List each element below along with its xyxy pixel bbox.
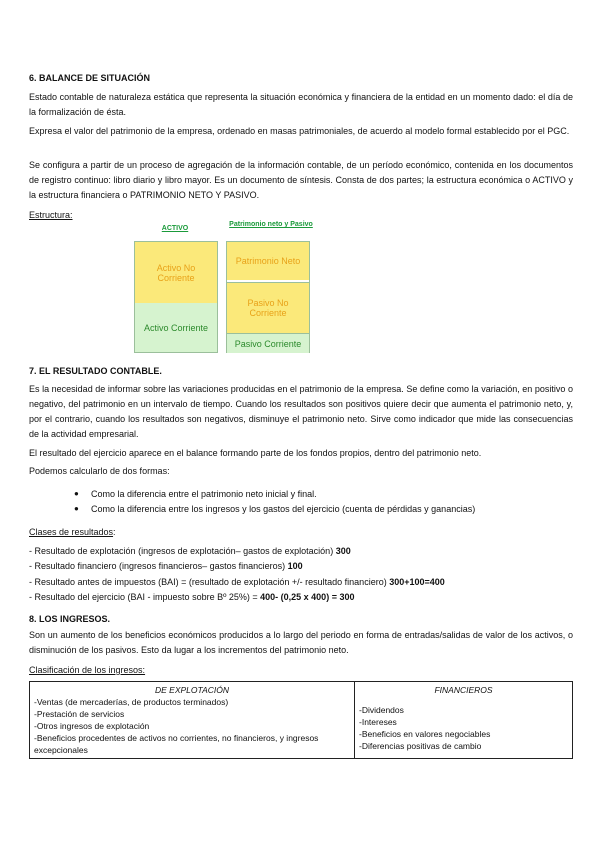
activo-corriente-text: Activo Corriente	[143, 322, 209, 333]
list-item: -Dividendos	[359, 705, 404, 715]
list-item: -Diferencias positivas de cambio	[359, 741, 482, 751]
section-7-p2: El resultado del ejercicio aparece en el balance formando parte de los fondos propios, dentro del patrimonio neto.	[29, 448, 482, 458]
activo-corriente-block	[135, 303, 217, 352]
list-item: -Prestación de servicios	[34, 709, 125, 719]
result-line	[29, 544, 351, 558]
pasivo-corriente-text: Pasivo Corriente	[234, 338, 302, 349]
list-item: -Beneficios en valores negociables	[359, 729, 491, 739]
pasivo-no-corriente-text: Pasivo No Corriente	[247, 298, 289, 318]
section-7-p3: Podemos calcularlo de dos formas:	[29, 466, 170, 476]
explotacion-cell	[30, 682, 355, 759]
section-6-title: 6. BALANCE DE SITUACIÓN	[29, 73, 151, 83]
bullet-item: ● Como la diferencia entre los ingresos y los gastos del ejercicio (cuenta de pérdidas y ganancias)	[91, 502, 475, 516]
bullet-item: ● Como la diferencia entre el patrimonio neto inicial y final.	[91, 487, 317, 501]
list-item: -Ventas (de mercaderías, de productos terminados)	[34, 697, 229, 707]
pasivo-no-corriente-block	[227, 282, 309, 333]
section-8-title: 8. LOS INGRESOS.	[29, 614, 111, 624]
activo-no-corriente-text: Activo No Corriente	[156, 262, 196, 283]
list-item: -Otros ingresos de explotación	[34, 721, 150, 731]
result-text: - Resultado financiero (ingresos financieros– gastos financieros)	[29, 561, 288, 571]
clasificacion-label: Clasificación de los ingresos:	[29, 665, 146, 675]
section-6-p2: Expresa el valor del patrimonio de la empresa, ordenado en masas patrimoniales, de acuerdo al modelo formal establecido por el PGC.	[29, 126, 570, 136]
clases-colon: :	[113, 527, 116, 537]
financieros-cell	[355, 682, 573, 759]
result-text: - Resultado antes de impuestos (BAI) = (resultado de explotación +/- resultado financiero)	[29, 577, 390, 587]
result-line	[29, 559, 303, 573]
pasivo-corriente-block	[227, 333, 309, 353]
result-value: 300+100=400	[389, 577, 445, 587]
pasivo-column	[226, 241, 310, 353]
pasivo-label: Patrimonio neto y Pasivo	[229, 221, 313, 228]
ingresos-table	[29, 681, 573, 759]
section-7-p1: Es la necesidad de informar sobre las variaciones producidas en el patrimonio de la empresa. Se define como la variación, en positivo o negativo, del patrimonio en un intervalo de tiempo. Cuando los resultados son positivos quiere decir que aumenta el patrimonio neto, y, por el contrario, cuando los resultados son negativos, disminuye el patrimonio neto. Sirve como indicador que mide las consecuencias de la actividad empresarial.	[29, 384, 573, 439]
section-7-title: 7. EL RESULTADO CONTABLE.	[29, 366, 162, 376]
section-8-p1: Son un aumento de los beneficios económicos producidos a lo largo del periodo en forma de entradas/salidas de valor de los activos, o disminución de los pasivos. Esto da lugar a los incrementos del patrimonio neto.	[29, 630, 573, 655]
result-value: 100	[287, 561, 303, 571]
result-line	[29, 590, 354, 604]
list-item: -Intereses	[359, 717, 397, 727]
result-value: 300	[335, 546, 351, 556]
financieros-header: FINANCIEROS	[434, 685, 493, 695]
result-line	[29, 575, 445, 589]
clases-heading	[29, 525, 116, 539]
section-6-p1: Estado contable de naturaleza estática que representa la situación económica y financiera de la entidad en un momento dado: el día de la formalización de ésta.	[29, 92, 573, 117]
patrimonio-neto-block	[227, 242, 309, 280]
patrimonio-neto-text: Patrimonio Neto	[235, 256, 301, 266]
result-value: 400- (0,25 x 400) = 300	[260, 592, 355, 602]
section-6-p3: Se configura a partir de un proceso de agregación de la información contable, de un período económico, contenida en los documentos de registro continuo: libro diario y libro mayor. Es un documento de síntesis. Consta de dos partes; la estructura económica o ACTIVO y la estructura financiera o PATRIMONIO NETO Y PASIVO.	[29, 160, 573, 200]
activo-column	[134, 241, 218, 353]
activo-label: ACTIVO	[161, 225, 189, 232]
result-text: - Resultado del ejercicio (BAI - impuesto sobre Bº 25%) =	[29, 592, 261, 602]
activo-no-corriente-block	[135, 242, 217, 303]
explotacion-header: DE EXPLOTACIÓN	[155, 685, 229, 695]
estructura-label: Estructura:	[29, 210, 73, 220]
result-text: - Resultado de explotación (ingresos de explotación– gastos de explotación)	[29, 546, 336, 556]
list-item: -Beneficios procedentes de activos no corrientes, no financieros, y ingresos excepcionales	[34, 733, 319, 755]
clases-title: Clases de resultados	[29, 527, 114, 537]
